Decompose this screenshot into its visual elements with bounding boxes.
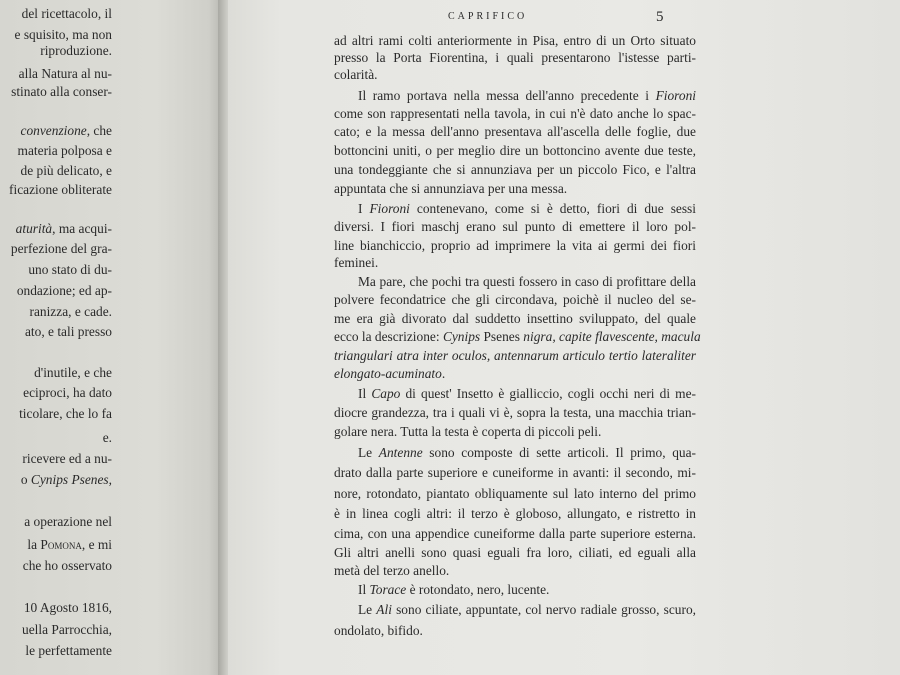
text-line [24, 514, 112, 530]
text-segment: nore, rotondato, piantato obliquamente sul lato interno del primo [334, 486, 696, 501]
text-segment: come son rappresentati nella tavola, in cui n'è dato anche lo spac- [334, 106, 696, 121]
text-line [334, 67, 696, 83]
text-line [334, 348, 696, 364]
text-segment: è in linea cogli altri: il terzo è globoso, allungato, e ristretto in [334, 506, 696, 521]
text-line [21, 163, 112, 179]
text-segment: ondolato, bifido. [334, 623, 423, 638]
text-line [334, 88, 696, 104]
text-line [23, 385, 112, 401]
italic-text: Torace [369, 582, 407, 597]
text-segment: contenevano, come si è detto, fiori di due sessi [409, 201, 696, 216]
text-segment: Il ramo portava nella messa dell'anno precedente i [358, 88, 656, 103]
text-line [24, 600, 112, 616]
text-line [334, 545, 696, 561]
text-segment: line bianchiccio, proprio ad imprimere la vita ai germi dei fiori [334, 238, 696, 253]
text-line [23, 558, 112, 574]
text-segment: a operazione nel [24, 514, 112, 529]
text-segment: presso la Porta Fiorentina, i quali presentarono l'istesse parti- [334, 50, 696, 65]
text-segment: metà del terzo anello. [334, 563, 450, 578]
text-segment: Le [358, 445, 379, 460]
text-segment: Ma pare, che pochi tra questi fossero in caso di profittare della [358, 274, 696, 289]
text-line [9, 182, 112, 198]
text-line [334, 329, 701, 345]
right-page [228, 0, 900, 675]
text-segment: bottoncini uniti, o per meglio dire un bottoncino avente due teste, [334, 143, 696, 158]
text-line [334, 602, 696, 618]
text-segment: cato; e la messa dell'anno presentava all'ascella delle foglie, due [334, 124, 696, 139]
text-line [25, 324, 112, 340]
text-line [334, 238, 696, 254]
italic-text: Cynips [442, 329, 481, 344]
text-segment: Il [358, 582, 370, 597]
text-segment: diversi. I fiori maschj erano sul punto di emettere il loro pol- [334, 219, 696, 234]
text-segment: d'inutile, e che [34, 365, 112, 380]
text-line [334, 582, 696, 598]
text-segment: alla Natura al nu- [18, 66, 112, 81]
text-segment: polvere fecondatrice che gli circondava, poichè il nucleo del se- [334, 292, 696, 307]
italic-text: Fioroni [655, 88, 696, 103]
text-line [40, 43, 112, 59]
text-segment: ondazione; ed ap- [16, 283, 112, 298]
text-segment: che ho osservato [22, 558, 112, 573]
text-segment: , che [86, 123, 112, 138]
text-segment: de più delicato, e [20, 163, 112, 178]
text-line [334, 405, 696, 421]
text-segment: feminei. [334, 255, 379, 270]
text-line [334, 124, 696, 140]
italic-text: triangulari atra inter oculos, antennarum articulo tertio lateraliter [334, 348, 696, 363]
text-line [11, 241, 112, 257]
text-line [334, 311, 696, 327]
text-segment: Psenes [480, 329, 524, 344]
small-caps-text: Pomona [40, 537, 82, 552]
italic-text: Ali [376, 602, 392, 617]
italic-text: aturità [15, 221, 53, 236]
text-segment: 10 Agosto 1816, [23, 600, 112, 615]
text-segment: è rotondato, nero, lucente. [406, 582, 550, 597]
italic-text: nigra, capite flavescente, macula [523, 329, 701, 344]
text-line [34, 365, 112, 381]
text-segment: , ma acqui- [52, 221, 112, 236]
text-segment: stinato alla conser- [11, 84, 112, 99]
text-segment: diocre grandezza, tra i quali vi è, sopra la testa, una macchia trian- [334, 405, 696, 420]
text-line [334, 486, 696, 502]
running-head: CAPRIFICO [448, 11, 528, 22]
text-line [18, 143, 112, 159]
text-segment: uella Parrocchia, [22, 622, 112, 637]
text-segment: Gli altri anelli sono quasi eguali fra loro, ciliati, ed eguali alla [334, 545, 696, 560]
text-line [29, 304, 112, 320]
text-line [334, 623, 696, 639]
text-segment: sono composte di sette articoli. Il primo, qua- [422, 445, 696, 460]
text-segment: perfezione del gra- [10, 241, 112, 256]
italic-text: Antenne [378, 445, 423, 460]
text-line [17, 283, 112, 299]
text-line [22, 451, 112, 467]
text-line [21, 123, 112, 139]
text-segment: , [108, 472, 112, 487]
text-line [334, 465, 696, 481]
italic-text: Capo [371, 386, 401, 401]
text-segment: una tondeggiante che si annunziava per un piccolo Fico, e l'altra [334, 162, 696, 177]
text-segment: , e mi [81, 537, 112, 552]
text-segment: ad altri rami colti anteriormente in Pisa, entro di un Orto situato [334, 33, 696, 48]
text-segment: uno stato di du- [28, 262, 112, 277]
italic-text: Fioroni [369, 201, 410, 216]
text-line [334, 143, 696, 159]
text-line [334, 162, 696, 178]
text-segment: colarità. [334, 67, 378, 82]
text-line [334, 219, 696, 235]
text-segment: ficazione obliterate [9, 182, 112, 197]
text-line [334, 255, 696, 271]
text-segment: materia polposa e [17, 143, 112, 158]
text-line [27, 537, 112, 553]
text-line [19, 66, 112, 82]
text-segment: cima, con una appendice cuneiforme dalla parte superiore esterna. [334, 526, 696, 541]
text-line [25, 643, 112, 659]
text-segment: . [441, 366, 446, 381]
text-segment: me era già divorato dal suddetto insettino sviluppato, del quale [334, 311, 696, 326]
left-page [0, 0, 222, 675]
text-segment: Le [358, 602, 377, 617]
text-segment: ricevere ed a nu- [22, 451, 112, 466]
text-line [334, 506, 696, 522]
text-segment: I [358, 201, 370, 216]
page-number: 5 [656, 9, 664, 25]
text-line [334, 106, 696, 122]
text-line [22, 6, 112, 22]
text-segment: le perfettamente [25, 643, 112, 658]
text-line [15, 27, 112, 43]
text-line [334, 445, 696, 461]
text-segment: eciproci, ha dato [23, 385, 112, 400]
text-segment: ticolare, che lo fa [19, 406, 112, 421]
text-line [334, 33, 696, 49]
text-segment: ecco la descrizione: [334, 329, 443, 344]
text-line [334, 50, 696, 66]
text-segment: del ricettacolo, il [21, 6, 112, 21]
text-line [16, 221, 112, 237]
text-segment: o [20, 472, 31, 487]
text-segment: e squisito, ma non [14, 27, 112, 42]
text-line [22, 622, 112, 638]
text-segment: riproduzione. [40, 43, 112, 58]
text-line [334, 424, 696, 440]
text-line [334, 181, 696, 197]
text-line [334, 563, 696, 579]
text-segment: sono ciliate, appuntate, col nervo radiale grosso, scuro, [391, 602, 696, 617]
text-segment: golare nera. Tutta la testa è coperta di piccoli peli. [334, 424, 602, 439]
text-segment: appuntata che si annunziava per una messa. [334, 181, 568, 196]
text-line [334, 201, 696, 217]
text-segment: drato dalla parte superiore e cuneiforme in avanti: il secondo, mi- [334, 465, 696, 480]
text-line [334, 386, 696, 402]
text-line [21, 472, 112, 488]
text-line [19, 406, 112, 422]
text-segment: ranizza, e cade. [29, 304, 112, 319]
text-line [103, 430, 112, 446]
text-segment: la [27, 537, 41, 552]
italic-text: Cynips Psenes [30, 472, 109, 487]
text-line [334, 274, 696, 290]
text-line [334, 526, 696, 542]
text-segment: e. [102, 430, 112, 445]
text-segment: ato, e tali presso [24, 324, 112, 339]
italic-text: convenzione [20, 123, 87, 138]
text-line [334, 366, 696, 382]
italic-text: elongato-acuminato [334, 366, 442, 381]
text-line [28, 262, 112, 278]
text-segment: Il [358, 386, 372, 401]
text-segment: di quest' Insetto è gialliccio, cogli occhi neri di me- [400, 386, 696, 401]
text-line [334, 292, 696, 308]
text-line [11, 84, 112, 100]
